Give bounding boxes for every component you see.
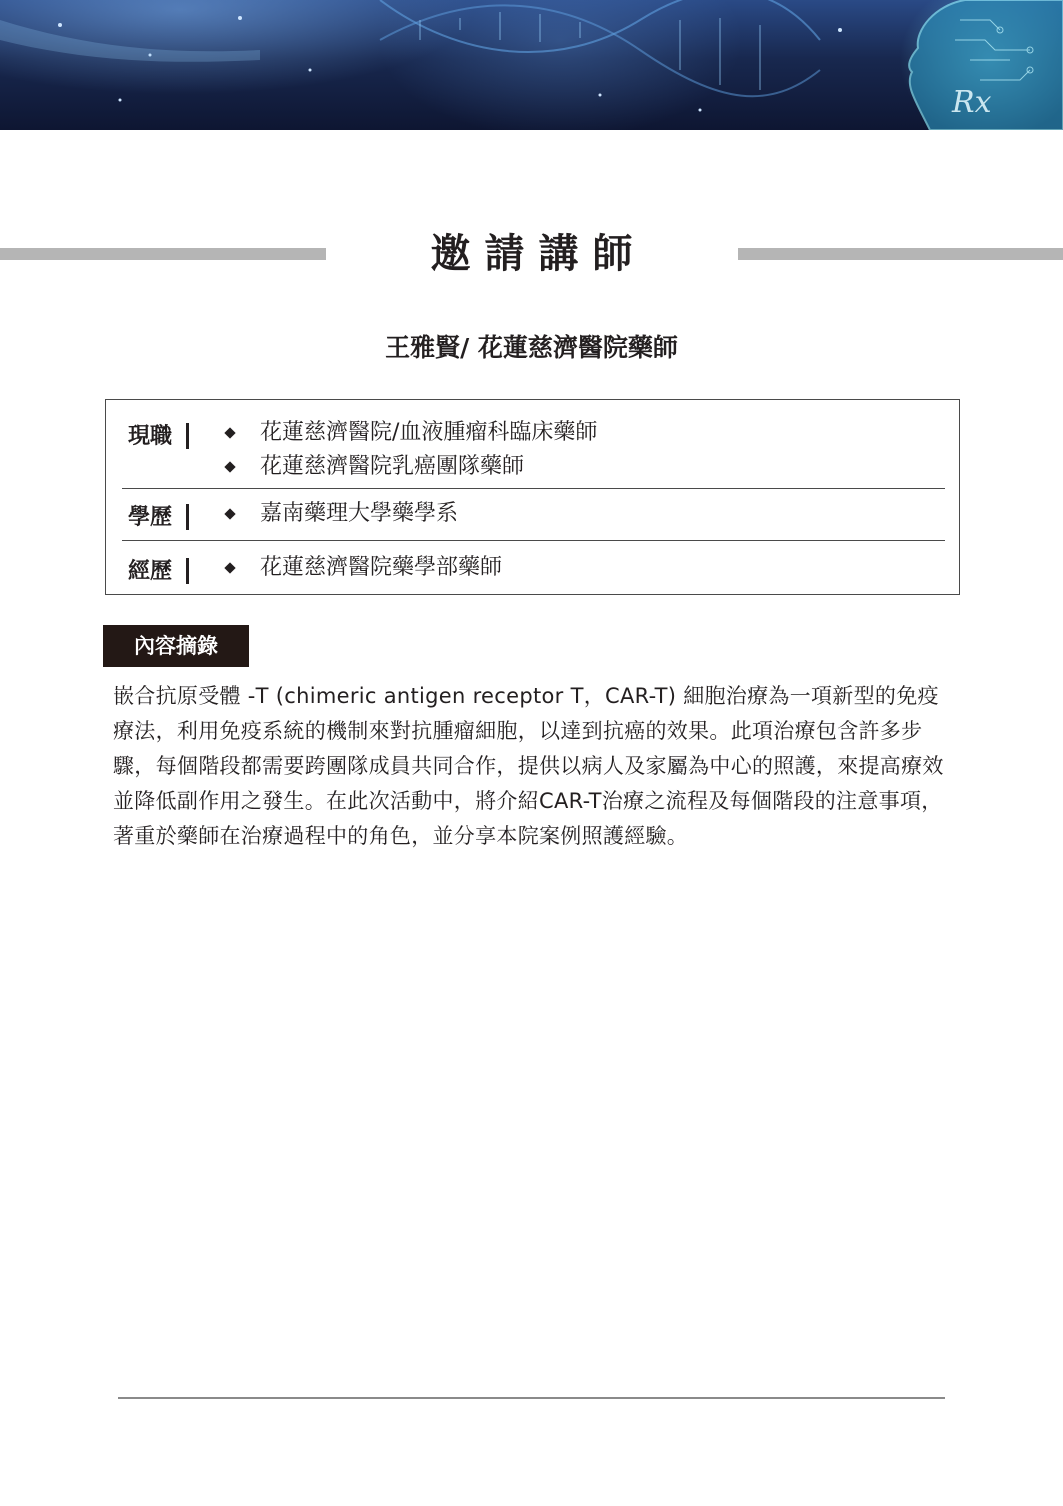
diamond-bullet-icon [224,427,235,438]
diamond-bullet-icon [224,562,235,573]
abstract-body: 嵌合抗原受體 -T (chimeric antigen receptor T，CAR-T) 細胞治療為一項新型的免疫療法，利用免疫系統的機制來對抗腫瘤細胞，以達到抗癌的效果。此項治療包含許多步驟，每個階段都需要跨團隊成員共同合作，提供以病人及家屬為中心的照護，來提高療效並降低副作用之發生。在此次活動中，將介紹CAR-T治療之流程及每個階段的注意事項，著重於藥師在治療過程中的角色，並分享本院案例照護經驗。 [113,684,944,848]
page-title: 邀請講師 [430,231,647,277]
experience-label: 經歷 [128,559,173,584]
banner-artwork [0,0,1063,130]
light-streak [0,20,260,62]
label-divider [186,558,189,584]
profile-row-education: 學歷 嘉南藥理大學藥學系 [122,488,945,541]
profile-row-experience: 經歷 花蓮慈濟醫院藥學部藥師 [128,555,503,584]
rx-symbol: Rx [952,85,992,120]
profile-row-current-position: 現職 花蓮慈濟醫院/血液腫瘤科臨床藥師 花蓮慈濟醫院乳癌團隊藥師 [122,414,945,489]
sparkle-dots [58,16,842,112]
profile-box [105,399,960,595]
abstract-heading: 內容摘錄 [103,625,249,667]
education-label: 學歷 [128,505,173,530]
diamond-bullet-icon [224,461,235,472]
label-divider [186,423,189,449]
speaker-name: 王雅賢/ 花蓮慈濟醫院藥師 [385,333,678,362]
helix-strand [380,5,820,96]
header-banner [0,0,1063,130]
diamond-bullet-icon [224,508,235,519]
current-position-label: 現職 [128,424,173,449]
label-divider [186,504,189,530]
footer-rule [118,1397,945,1399]
